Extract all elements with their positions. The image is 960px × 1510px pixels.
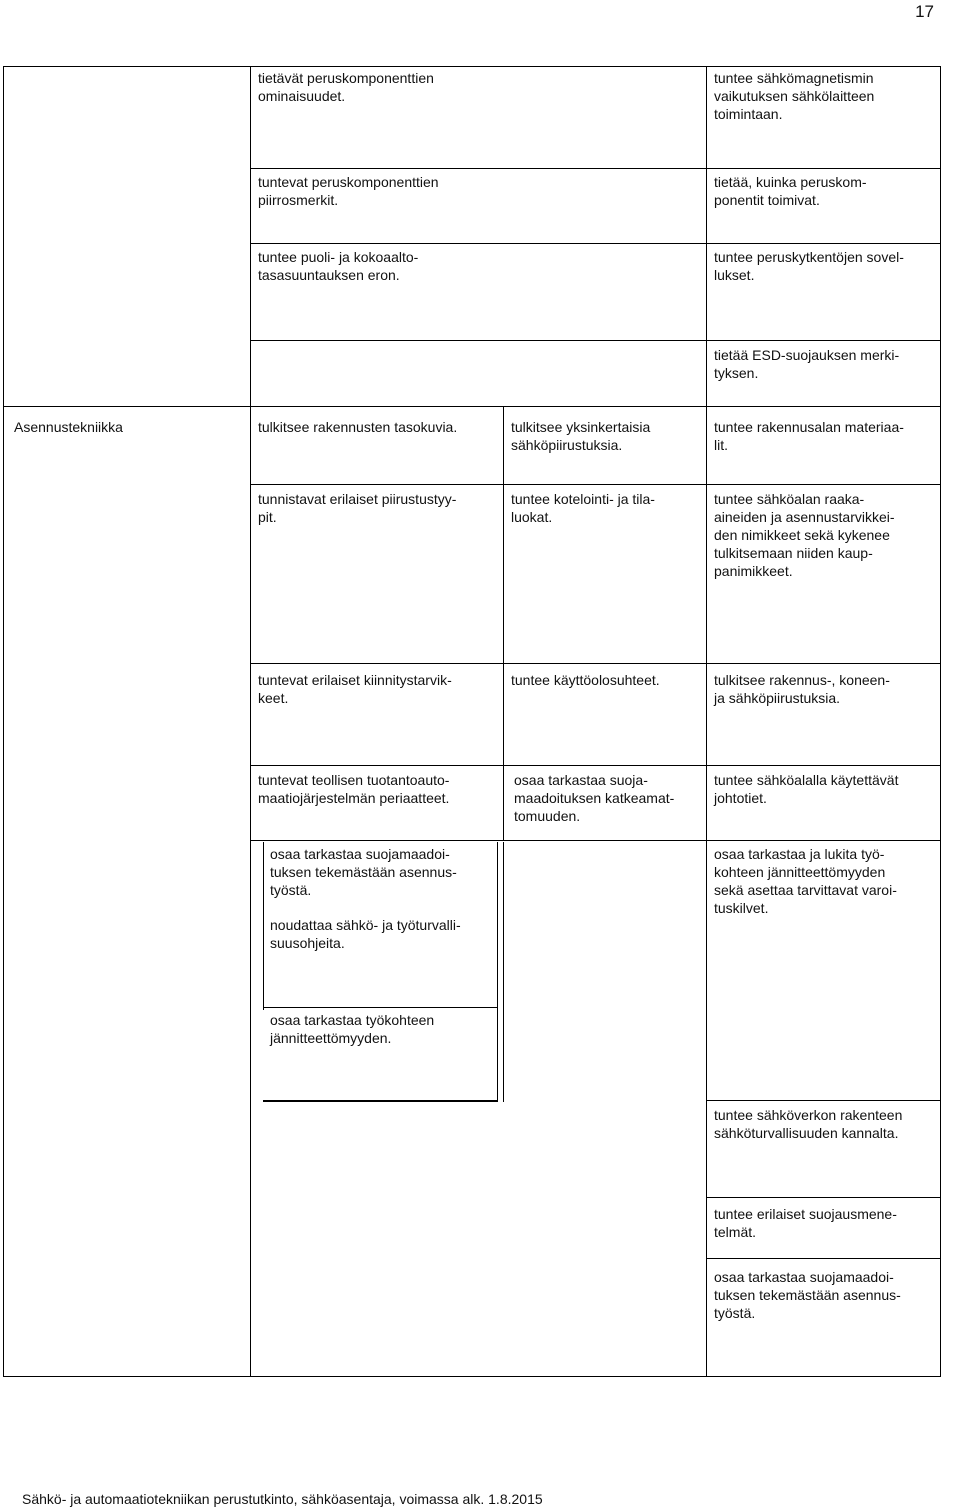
table-cell: tulkitsee yksinkertaisia sähköpiirustuksia. xyxy=(511,419,651,453)
inner-box-right xyxy=(497,842,498,1102)
row-divider xyxy=(706,1197,941,1198)
inner-box-top xyxy=(263,1007,498,1008)
inner-box-bottom xyxy=(263,1100,498,1102)
row-divider xyxy=(250,840,941,841)
table-cell: tuntee rakennusalan materiaa- lit. xyxy=(714,419,904,453)
page-footer: Sähkö- ja automaatiotekniikan perustutkinto, sähköasentaja, voimassa alk. 1.8.2015 xyxy=(22,1491,543,1507)
table-bottom-border xyxy=(3,1376,941,1377)
row-divider xyxy=(706,1258,941,1259)
table-right-border xyxy=(940,66,941,1377)
table-cell: tuntee kotelointi- ja tila- luokat. xyxy=(511,491,655,525)
table-cell: tuntee peruskytkentöjen sovel- lukset. xyxy=(714,249,904,283)
column-divider xyxy=(706,66,707,1377)
row-divider xyxy=(250,663,941,664)
table-cell: tuntee sähköalalla käytettävät johtotiet. xyxy=(714,772,899,806)
table-cell: tuntee erilaiset suojausmene- telmät. xyxy=(714,1206,897,1240)
table-cell: tunnistavat erilaiset piirustustyy- pit. xyxy=(258,491,457,525)
column-divider xyxy=(250,66,251,1377)
column-divider xyxy=(503,842,504,1102)
table-cell: tietävät peruskomponenttien ominaisuudet. xyxy=(258,70,434,104)
table-cell: osaa tarkastaa työkohteen jännitteettömyyden. xyxy=(270,1012,435,1046)
row-divider xyxy=(3,406,941,407)
row-divider xyxy=(250,168,941,169)
page-number: 17 xyxy=(915,2,934,21)
row-divider xyxy=(250,484,941,485)
section-heading: Asennustekniikka xyxy=(14,419,123,435)
row-divider xyxy=(706,1100,941,1101)
table-cell: tietää ESD-suojauksen merki- tyksen. xyxy=(714,347,900,381)
inner-box-left xyxy=(263,842,264,1010)
table-cell: tuntevat erilaiset kiinnitystarvik- keet. xyxy=(258,672,452,706)
table-cell: tietää, kuinka peruskom- ponentit toimivat. xyxy=(714,174,867,208)
table-cell: osaa tarkastaa ja lukita työ- kohteen jännitteettömyyden sekä asettaa tarvittavat varoi- tuskilvet. xyxy=(714,846,897,916)
table-cell: tulkitsee rakennus-, koneen- ja sähköpiirustuksia. xyxy=(714,672,890,706)
table-cell: tuntee käyttöolosuhteet. xyxy=(511,672,660,688)
row-divider xyxy=(250,765,941,766)
table-cell: osaa tarkastaa suojamaadoi- tuksen tekemästään asennus- työstä. xyxy=(270,846,457,898)
row-divider xyxy=(250,243,941,244)
table-cell: tuntevat peruskomponenttien piirrosmerkit. xyxy=(258,174,439,208)
table-cell: noudattaa sähkö- ja työturvalli- suusohjeita. xyxy=(270,917,461,951)
table-cell: tulkitsee rakennusten tasokuvia. xyxy=(258,419,458,435)
table-cell: tuntee sähköverkon rakenteen sähköturvallisuuden kannalta. xyxy=(714,1107,903,1141)
table-cell: osaa tarkastaa suojamaadoi- tuksen tekemästään asennus- työstä. xyxy=(714,1269,901,1321)
table-cell: tuntee puoli- ja kokoaalto- tasasuuntauksen eron. xyxy=(258,249,419,283)
table-top-border xyxy=(3,66,941,67)
row-divider xyxy=(250,340,941,341)
table-left-border xyxy=(3,66,4,1377)
table-cell: tuntee sähkömagnetismin vaikutuksen sähkölaitteen toimintaan. xyxy=(714,70,875,122)
table-cell: tuntevat teollisen tuotantoauto- maatiojärjestelmän periaatteet. xyxy=(258,772,450,806)
column-divider xyxy=(503,406,504,840)
table-cell: osaa tarkastaa suoja- maadoituksen katkeamat- tomuuden. xyxy=(514,772,675,824)
table-cell: tuntee sähköalan raaka- aineiden ja asennustarvikkei- den nimikkeet sekä kykenee tulkitsemaan niiden kaup- panimikkeet. xyxy=(714,491,895,579)
